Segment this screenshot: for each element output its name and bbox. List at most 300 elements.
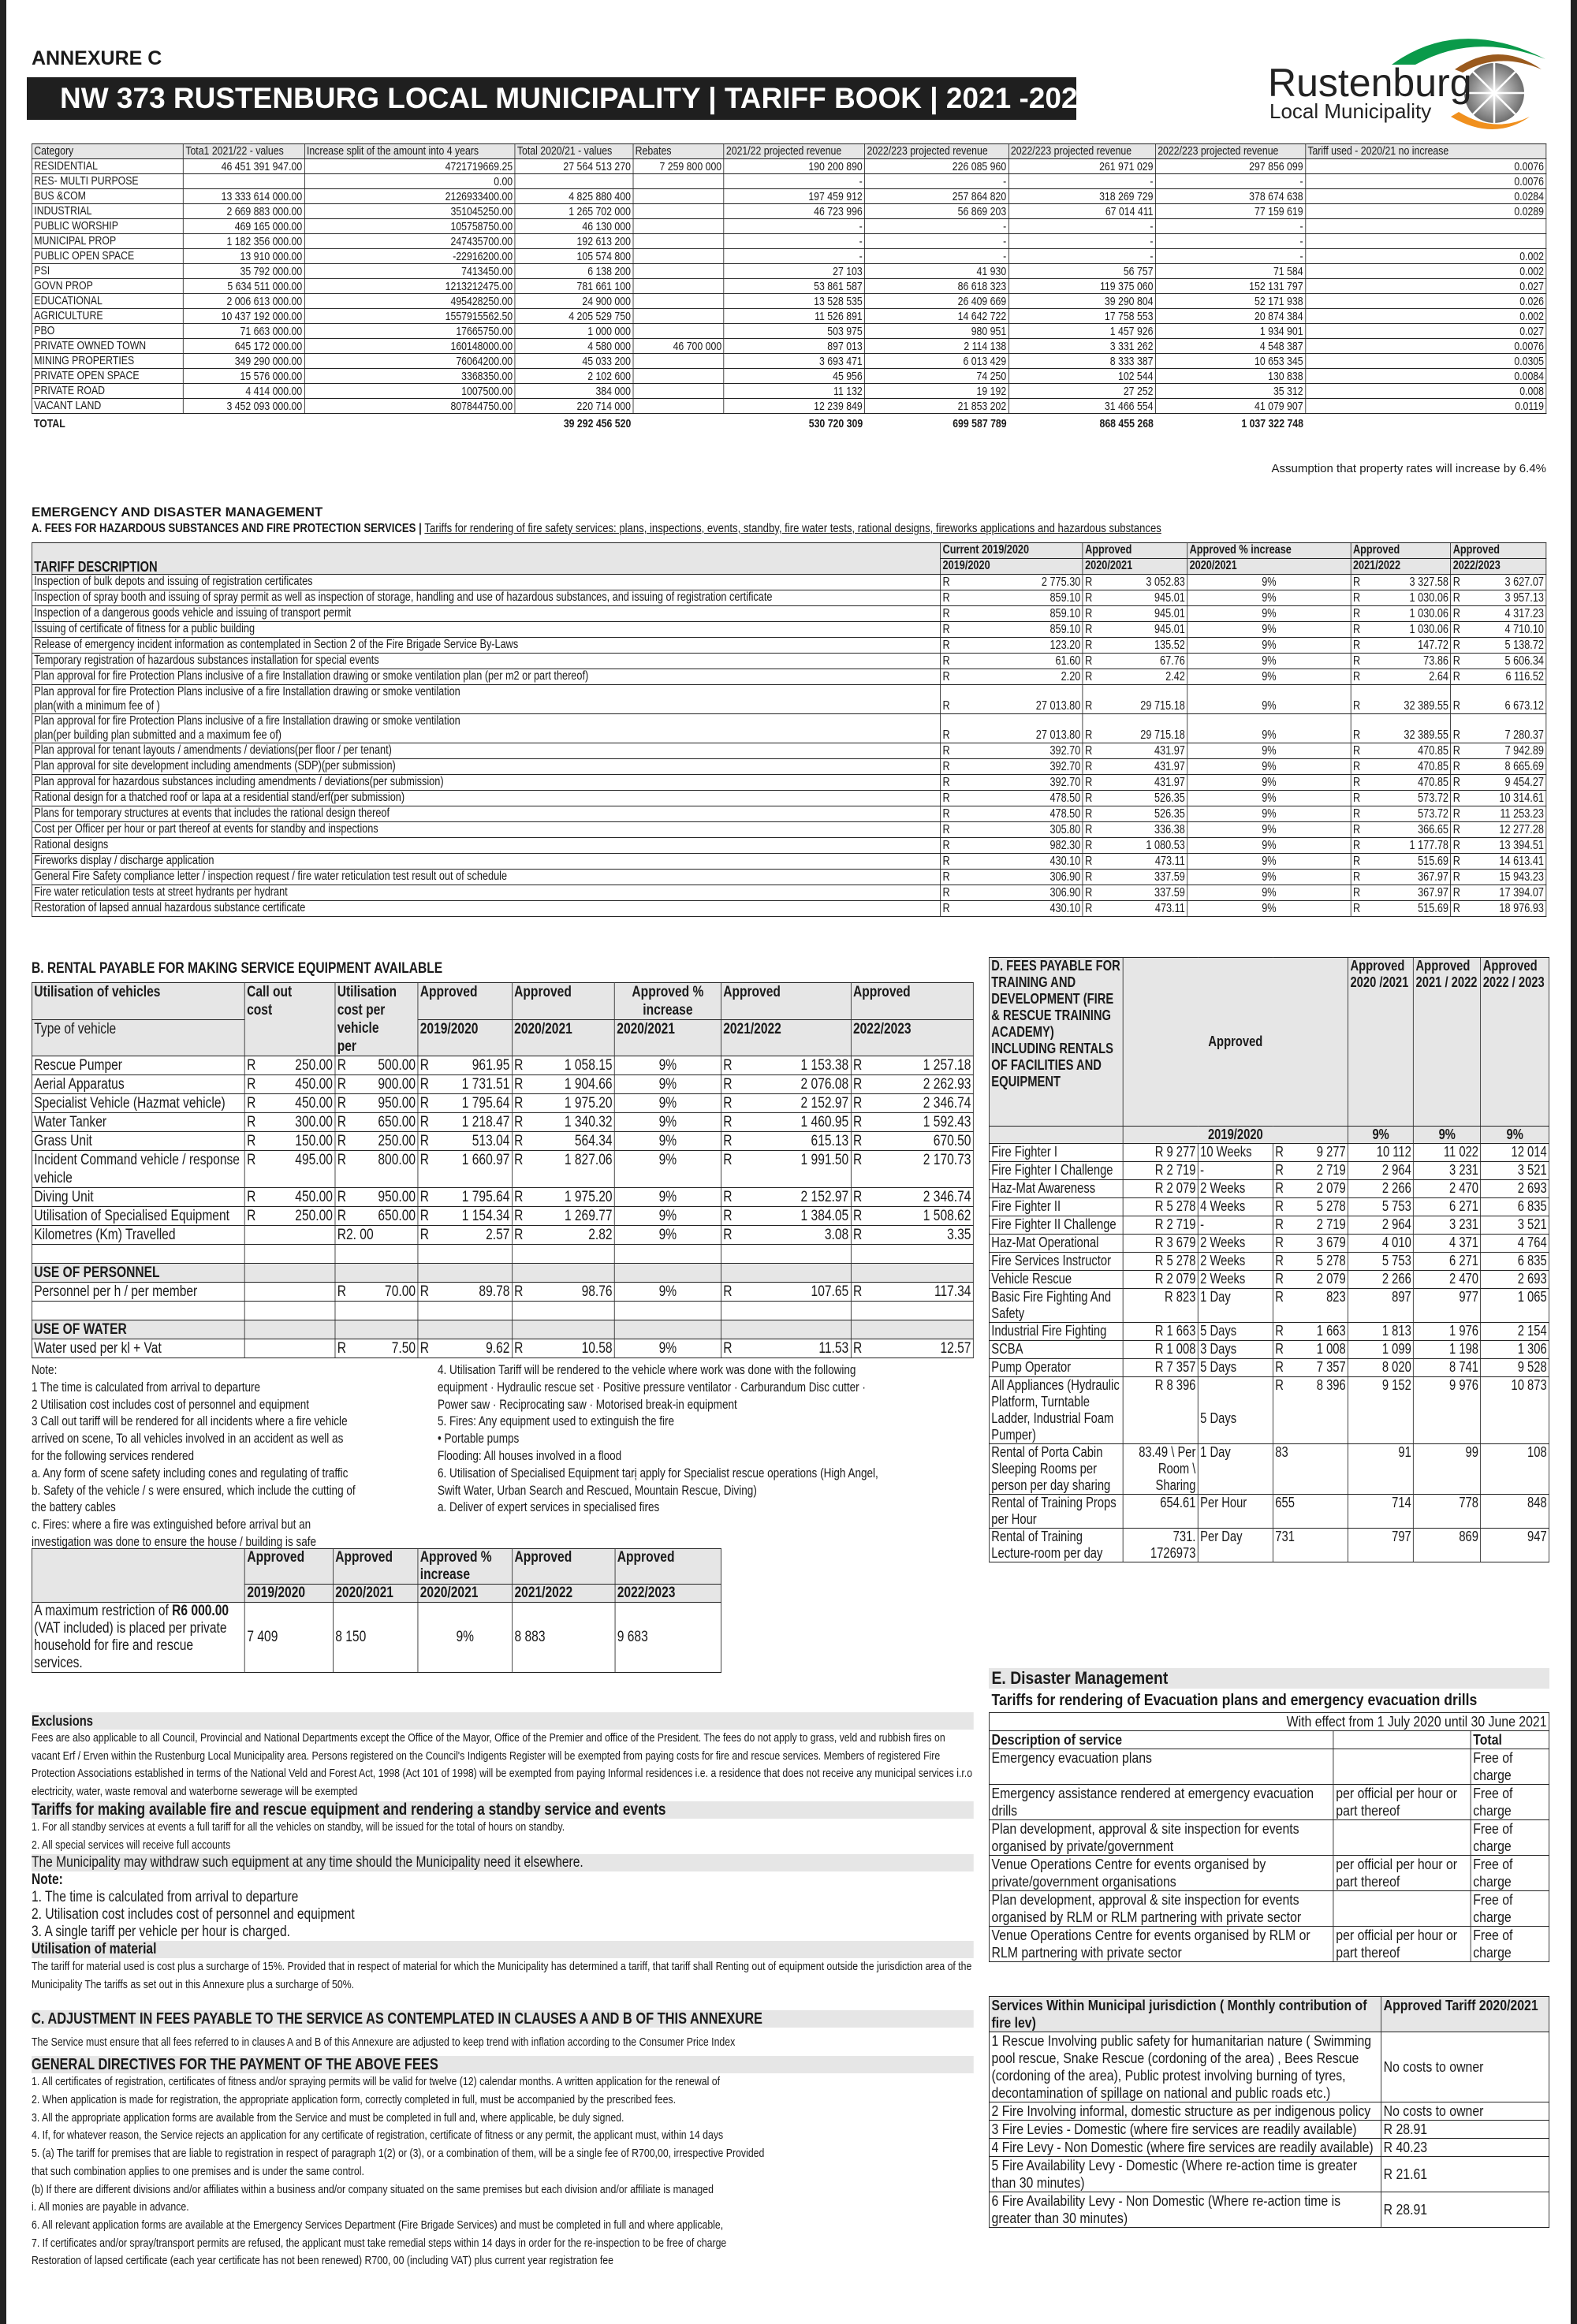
directive-item: 1. All certificates of registration, certificates of fitness and/or spraying permits will be valid for twelve (12) calendar months. A written application for the renewal of <box>32 2075 721 2089</box>
table-cell: 226 085 960 <box>865 159 1008 174</box>
standby-item: 2. All special services will receive full accounts <box>32 1838 231 1852</box>
table-cell: Vehicle Rescue <box>989 1271 1123 1289</box>
table-cell: - <box>724 249 865 264</box>
amount: 2 170.73 <box>923 1152 971 1168</box>
table-cell: 1557915562.50 <box>304 309 515 324</box>
currency-symbol: R <box>1352 870 1361 884</box>
table-cell: 4 205 529 750 <box>515 309 633 324</box>
table-cell <box>1351 775 1451 791</box>
table-cell: - <box>1198 1216 1273 1235</box>
table-cell: 190 200 890 <box>724 159 865 174</box>
table-cell <box>1351 870 1451 885</box>
note-line: Note: <box>32 1363 58 1377</box>
amount: 2 076.08 <box>800 1076 849 1093</box>
table-cell: 91 <box>1348 1444 1414 1495</box>
amount: 3 679 <box>1316 1235 1346 1250</box>
table-row <box>32 159 1545 174</box>
table-cell: 12 239 849 <box>724 399 865 414</box>
amount: 945.01 <box>1154 591 1185 605</box>
amount: 3 052.83 <box>1146 575 1185 589</box>
table-cell: Inspection of bulk depots and issuing of registration certificates <box>32 575 940 590</box>
table-cell <box>335 1151 418 1188</box>
table-row <box>32 685 1545 714</box>
currency-symbol: R <box>1275 1289 1284 1305</box>
table-cell <box>418 1056 512 1075</box>
amount: 1 154.34 <box>461 1208 510 1224</box>
currency-symbol: R <box>1352 744 1361 758</box>
table-row <box>32 1094 973 1113</box>
amount: 513.04 <box>472 1133 510 1149</box>
amount: 450.00 <box>295 1189 333 1205</box>
amount: 5 278 <box>1316 1198 1346 1214</box>
currency-symbol: R <box>419 1208 430 1224</box>
currency-symbol: R <box>1452 823 1460 836</box>
increase-header: 9% <box>1414 1127 1481 1144</box>
table-cell: 4 Weeks <box>1198 1198 1273 1216</box>
table-cell: R 2 079 <box>1123 1180 1198 1198</box>
table-cell <box>941 714 1083 743</box>
currency-symbol: R <box>942 807 950 821</box>
currency-symbol: R <box>852 1283 863 1300</box>
value-cell: 9% <box>418 1603 513 1673</box>
header-cell: 2021/2022 <box>513 1585 615 1603</box>
table-cell: Plan approval for fire Protection Plans inclusive of a fire Installation drawing or smoke ventilation plan(with a minimum fee of ) <box>32 685 940 714</box>
table-cell <box>633 294 724 309</box>
currency-symbol: R <box>1452 886 1460 899</box>
text: A maximum restriction of <box>34 1603 173 1619</box>
table-cell: 9% <box>1187 669 1351 685</box>
table-cell: 9% <box>614 1075 721 1094</box>
table-cell <box>1351 759 1451 775</box>
amount: 3.08 <box>824 1227 849 1243</box>
table-cell <box>941 854 1083 870</box>
table-cell: 35 792 000.00 <box>183 264 304 279</box>
table-cell <box>1451 606 1546 622</box>
table-cell: Free of charge <box>1471 1820 1549 1856</box>
currency-symbol: R <box>514 1133 524 1149</box>
currency-symbol: R <box>1452 855 1460 868</box>
table-cell <box>1351 622 1451 638</box>
amount: 9 454.27 <box>1504 776 1544 789</box>
table-cell: 9% <box>614 1113 721 1132</box>
amount: 500.00 <box>378 1057 416 1074</box>
table-cell: 152 131 797 <box>1155 279 1305 294</box>
table-cell: 2 693 <box>1481 1180 1549 1198</box>
table-cell: 1007500.00 <box>304 384 515 399</box>
table-cell: 71 584 <box>1155 264 1305 279</box>
table-header-row <box>32 543 1545 559</box>
table-cell: 977 <box>1414 1289 1481 1323</box>
amount: 2 346.74 <box>923 1095 971 1112</box>
table-cell: Release of emergency incident information as contemplated in Section 2 of the Fire Brigade Service By-Laws <box>32 638 940 654</box>
amount: 9.62 <box>486 1340 510 1357</box>
header-cell: 2022/223 projected revenue <box>865 144 1008 159</box>
currency-symbol: R <box>1085 807 1093 821</box>
table-cell <box>721 1056 851 1075</box>
currency-symbol: R <box>1352 699 1361 713</box>
amount: 1 663 <box>1316 1323 1346 1339</box>
table-cell: 947 <box>1481 1529 1549 1562</box>
table-row <box>32 399 1545 414</box>
table-cell: 654.61 <box>1123 1495 1198 1529</box>
table-cell: 8 333 387 <box>1008 354 1155 369</box>
table-cell <box>1083 685 1187 714</box>
table-cell: 27 252 <box>1008 384 1155 399</box>
directive-item: 3. All the appropriate application forms are available from the Service and must be completed in full and, where applicable, be duly signed. <box>32 2110 624 2125</box>
amount: 650.00 <box>378 1114 416 1130</box>
note-heading: Note: <box>32 1871 63 1889</box>
table-cell: 9% <box>1187 791 1351 806</box>
header-cell: 2021/2022 <box>721 1020 851 1056</box>
table-cell <box>851 1094 973 1113</box>
table-cell: Issuing of certificate of fitness for a public building <box>32 622 940 638</box>
approved-header: Approved <box>1123 958 1348 1127</box>
table-cell <box>721 1113 851 1132</box>
currency-symbol: R <box>942 654 950 668</box>
amount: 1 080.53 <box>1146 839 1185 852</box>
table-cell <box>1451 590 1546 606</box>
table-cell: 980 951 <box>865 324 1008 339</box>
table-cell: 9 152 <box>1348 1377 1414 1444</box>
table-cell: 897 013 <box>724 339 865 354</box>
currency-symbol: R <box>337 1095 346 1112</box>
currency-symbol: R <box>1085 623 1093 636</box>
note-line: 4. Utilisation Tariff will be rendered to the vehicle where work was done with the following <box>438 1363 856 1377</box>
table-row <box>32 901 1545 917</box>
table-cell: Rental of Training Lecture-room per day <box>989 1529 1123 1562</box>
table-cell <box>633 354 724 369</box>
table-row <box>989 1144 1549 1162</box>
currency-symbol: R <box>419 1076 430 1093</box>
directive-item: 2. When application is made for registration, the appropriate application form, correctly completed in full, must be accompanied by the prescribed fees. <box>32 2093 677 2107</box>
annexure-label: ANNEXURE C <box>32 47 162 69</box>
currency-symbol: R <box>247 1076 256 1093</box>
note-line: 1 The time is calculated from arrival to departure <box>32 1380 261 1395</box>
table-cell: 807844750.00 <box>304 399 515 414</box>
header-cell: 2021/2022 <box>1351 559 1451 575</box>
municipality-logo <box>1262 24 1553 134</box>
table-cell: PUBLIC OPEN SPACE <box>32 249 183 264</box>
table-cell: 9% <box>614 1188 721 1207</box>
header-cell: Approved 2022 / 2023 <box>1481 958 1549 1127</box>
table-cell: PRIVATE OWNED TOWN <box>32 339 183 354</box>
rental-notes <box>32 1362 974 1548</box>
table-cell: 3 521 <box>1481 1162 1549 1180</box>
table-cell: 20 874 384 <box>1155 309 1305 324</box>
currency-symbol: R <box>1085 699 1093 713</box>
table-cell <box>633 249 724 264</box>
currency-symbol: R <box>1275 1323 1284 1339</box>
table-cell <box>1305 219 1545 234</box>
currency-symbol: R <box>1452 575 1460 589</box>
table-cell: 7413450.00 <box>304 264 515 279</box>
table-cell <box>183 174 304 189</box>
table-cell: R 5 278 <box>1123 1253 1198 1271</box>
amount: 650.00 <box>378 1208 416 1224</box>
table-cell: - <box>1155 234 1305 249</box>
table-cell: Rational designs <box>32 838 940 854</box>
table-cell: 1 306 <box>1481 1341 1549 1359</box>
header-cell: Approved <box>1351 543 1451 559</box>
amount: 61.60 <box>1055 654 1081 668</box>
currency-symbol: R <box>1452 870 1460 884</box>
amount: 8 665.69 <box>1504 760 1544 773</box>
directive-item: that such combination applies to one premises and is under the same control. <box>32 2164 364 2178</box>
table-row <box>32 759 1545 775</box>
table-cell <box>1083 654 1187 669</box>
amount: 945.01 <box>1154 623 1185 636</box>
table-cell: 6 138 200 <box>515 264 633 279</box>
table-cell: 0.002 <box>1305 249 1545 264</box>
table-cell: 17 758 553 <box>1008 309 1155 324</box>
currency-symbol: R <box>1352 607 1361 620</box>
table-cell: R 28.91 <box>1381 2121 1549 2139</box>
table-cell <box>941 806 1083 822</box>
currency-symbol: R <box>514 1114 524 1130</box>
amount: 12.57 <box>940 1340 971 1357</box>
amount: 14 613.41 <box>1499 855 1544 868</box>
amount: 859.10 <box>1049 607 1081 620</box>
call-out-header: Call out cost <box>244 983 335 1056</box>
table-row <box>989 2121 1549 2139</box>
table-cell <box>244 1132 335 1151</box>
table-cell: Haz-Mat Operational <box>989 1235 1123 1253</box>
amount: 3.35 <box>947 1227 971 1243</box>
table-cell <box>335 1113 418 1132</box>
amount: 2 079 <box>1316 1271 1346 1287</box>
table-header-row <box>989 958 1549 1127</box>
table-cell: 77 159 619 <box>1155 204 1305 219</box>
currency-symbol: R <box>1352 728 1361 742</box>
amount: 27 013.80 <box>1035 699 1081 713</box>
amount: 10 314.61 <box>1499 791 1544 805</box>
table-cell <box>941 743 1083 759</box>
currency-symbol: R <box>1275 1253 1284 1268</box>
table-cell <box>941 838 1083 854</box>
table-cell: PUBLIC WORSHIP <box>32 219 183 234</box>
table-cell: 3 Days <box>1198 1341 1273 1359</box>
table-cell <box>1305 414 1545 432</box>
table-cell: 192 613 200 <box>515 234 633 249</box>
total-header: Total <box>1471 1731 1549 1749</box>
table-cell: R 21.61 <box>1381 2157 1549 2192</box>
currency-symbol: R <box>942 607 950 620</box>
note-item: 2. Utilisation cost includes cost of personnel and equipment <box>32 1906 355 1924</box>
directive-item: 5. (a) The tariff for premises that are liable to registration in respect of paragraph 1(2) or (3), or a combination of them, will be a single fee of R700,00, irrespective Provided <box>32 2147 765 2161</box>
table-row <box>32 264 1545 279</box>
table-cell: R2. 00 <box>335 1226 418 1245</box>
amount: 366.65 <box>1418 823 1448 836</box>
table-row <box>32 885 1545 901</box>
table-cell: 1 000 000 <box>515 324 633 339</box>
table-cell: 1 037 322 748 <box>1241 417 1303 430</box>
table-cell: 655 <box>1273 1495 1348 1529</box>
table-cell: - <box>724 219 865 234</box>
table-cell: 2 669 883 000.00 <box>183 204 304 219</box>
table-cell: Rental of Training Props per Hour <box>989 1495 1123 1529</box>
table-cell <box>941 685 1083 714</box>
header-cell: Approved <box>245 1549 334 1585</box>
table-row <box>32 870 1545 885</box>
table-cell <box>1451 806 1546 822</box>
table-row <box>989 2139 1549 2157</box>
table-cell <box>1305 234 1545 249</box>
amount: 1 008 <box>1316 1341 1346 1357</box>
amount: 823 <box>1326 1289 1346 1305</box>
currency-symbol: R <box>419 1340 430 1357</box>
table-cell: Restoration of lapsed annual hazardous substance certificate <box>32 901 940 917</box>
currency-symbol: R <box>337 1283 346 1300</box>
currency-symbol: R <box>1452 654 1460 668</box>
table-row <box>989 1495 1549 1529</box>
table-cell <box>1351 669 1451 685</box>
table-cell: Fire Fighter II Challenge <box>989 1216 1123 1235</box>
table-cell <box>633 309 724 324</box>
table-row <box>989 1323 1549 1341</box>
currency-symbol: R <box>942 855 950 868</box>
amount: 1 384.05 <box>800 1208 849 1224</box>
amount: 1 340.32 <box>564 1114 613 1130</box>
table-cell: Plan approval for hazardous substances including amendments / deviations(per submission) <box>32 775 940 791</box>
amount: 1 177.78 <box>1409 839 1448 852</box>
table-cell: Rational design for a thatched roof or lapa at a residential stand/erf(per submission) <box>32 791 940 806</box>
note-line: c. Fires: where a fire was extinguished before arrival but an <box>32 1518 311 1533</box>
header-cell: Approved 2021 / 2022 <box>1414 958 1481 1127</box>
amount: 392.70 <box>1049 760 1081 773</box>
table-cell: 495428250.00 <box>304 294 515 309</box>
amount: 73.86 <box>1423 654 1448 668</box>
table-cell <box>633 204 724 219</box>
table-cell: 5 753 <box>1348 1198 1414 1216</box>
amount: 250.00 <box>378 1133 416 1149</box>
amount: 1 030.06 <box>1409 591 1448 605</box>
exclusions-section <box>32 1712 974 2270</box>
table-cell: 102 544 <box>1008 369 1155 384</box>
section-c-text: The Service must ensure that all fees referred to in clauses A and B of this Annexure are adjusted to keep trend with inflation according to the Consumer Price Index <box>32 2035 736 2049</box>
table-cell <box>244 1075 335 1094</box>
table-cell: 13 528 535 <box>724 294 865 309</box>
currency-symbol: R <box>942 870 950 884</box>
table-cell <box>721 1226 851 1245</box>
table-cell <box>418 1151 512 1188</box>
table-cell <box>1083 622 1187 638</box>
services-header: Services Within Municipal jurisdiction ( Monthly contribution of fire lev) <box>989 1997 1381 2032</box>
table-row <box>989 1341 1549 1359</box>
amount: 6 116.52 <box>1505 670 1544 683</box>
table-cell: 41 079 907 <box>1155 399 1305 414</box>
currency-symbol: R <box>1352 670 1361 683</box>
table-cell <box>1451 638 1546 654</box>
table-cell <box>244 1056 335 1075</box>
table-cell: per official per hour or part thereof <box>1333 1856 1471 1891</box>
note-line: Flooding: All houses involved in a flood <box>438 1448 622 1463</box>
personnel-heading: USE OF PERSONNEL <box>32 1264 244 1283</box>
header-cell: 2020/2021 <box>1083 559 1187 575</box>
table-header-row <box>32 983 973 1020</box>
table-cell: 83.49 \ Per Room \ Sharing <box>1123 1444 1198 1495</box>
table-cell <box>1273 1359 1348 1377</box>
currency-symbol: R <box>419 1189 430 1205</box>
header-cell: Approved <box>513 1549 615 1585</box>
table-header-row <box>32 1549 721 1585</box>
currency-symbol: R <box>1085 591 1093 605</box>
table-cell: 7 259 800 000 <box>633 159 724 174</box>
approved-tariff-header: Approved Tariff 2020/2021 <box>1381 1997 1549 2032</box>
value-cell: 7 409 <box>245 1603 334 1673</box>
currency-symbol: R <box>1452 776 1460 789</box>
table-cell: R 8 396 <box>1123 1377 1198 1444</box>
type-of-vehicle-header: Type of vehicle <box>32 1020 244 1056</box>
table-cell: 4 548 387 <box>1155 339 1305 354</box>
table-cell <box>1351 838 1451 854</box>
table-cell: 4 Fire Levy - Non Domestic (where fire services are readily available) <box>989 2139 1381 2157</box>
table-row <box>989 1785 1549 1820</box>
header-cell: 2022/2023 <box>851 1020 973 1056</box>
table-cell <box>1451 870 1546 885</box>
table-cell: 257 864 820 <box>865 189 1008 204</box>
amount: 1 975.20 <box>564 1189 613 1205</box>
table-cell: - <box>865 219 1008 234</box>
table-cell: R 1 663 <box>1123 1323 1198 1341</box>
table-cell <box>1083 806 1187 822</box>
table-cell: 0.0119 <box>1305 399 1545 414</box>
header-cell: Approved <box>333 1549 418 1585</box>
table-cell: 220 714 000 <box>515 399 633 414</box>
amount: 89.78 <box>479 1283 510 1300</box>
currency-symbol: R <box>942 744 950 758</box>
currency-symbol: R <box>723 1133 733 1149</box>
table-row <box>989 1162 1549 1180</box>
table-cell: Plan approval for fire Protection Plans inclusive of a fire Installation drawing or smoke ventilation plan(per building plan submitted and a maximum fee of) <box>32 714 940 743</box>
exclusions-text: Fees are also applicable to all Council, Provincial and National Departments except the Office of the Mayor, Office of the Premier and office of the President. The fees do not apply to grass, veld and rubbish fires on vacant Erf / Erven within the Rustenburg Local Municipality area. Persons registered on the Council's Indigents Register will be exempted from paying costs for fire and rescue services. Members of registered Fire Protection Associations established in terms of the National Veld and Forest Act, 1998 (Act 101 of 1998) will be exempted from paying Informal residences i.e. a residence that does not receive any municipal services i.r.o electricity, water, waste removal and waterborne sewerage will be exempted <box>32 1731 973 1799</box>
table-cell <box>941 822 1083 838</box>
table-cell: 3 Fire Levies - Domestic (where fire services are readily available) <box>989 2121 1381 2139</box>
note-item: 1. The time is calculated from arrival to departure <box>32 1889 299 1906</box>
table-cell: R 2 719 <box>1123 1162 1198 1180</box>
table-cell: 0.027 <box>1305 279 1545 294</box>
amount: 1 795.64 <box>461 1095 510 1112</box>
table-cell: SCBA <box>989 1341 1123 1359</box>
table-cell: 13 910 000.00 <box>183 249 304 264</box>
table-cell <box>244 1094 335 1113</box>
table-cell <box>1451 775 1546 791</box>
table-cell: 4 825 880 400 <box>515 189 633 204</box>
table-cell: PRIVATE OPEN SPACE <box>32 369 183 384</box>
table-cell <box>1083 638 1187 654</box>
table-row <box>32 324 1545 339</box>
table-cell <box>418 1207 512 1226</box>
table-cell: 0.002 <box>1305 264 1545 279</box>
table-row <box>989 1820 1549 1856</box>
table-cell: Personnel per h / per member <box>32 1283 244 1302</box>
currency-symbol: R <box>1452 744 1460 758</box>
table-row <box>32 669 1545 685</box>
note-line: investigation was done to ensure the house / building is safe <box>32 1534 317 1549</box>
table-cell: EDUCATIONAL <box>32 294 183 309</box>
amount: 12 277.28 <box>1499 823 1544 836</box>
table-cell: MUNICIPAL PROP <box>32 234 183 249</box>
currency-symbol: R <box>1452 728 1460 742</box>
amount: 470.85 <box>1418 776 1448 789</box>
amount: 473.11 <box>1154 902 1185 915</box>
table-cell: Fire Fighter II <box>989 1198 1123 1216</box>
note-line: 6. Utilisation of Specialised Equipment tari̦ apply for Specialist rescue operations (High Angel, <box>438 1466 878 1480</box>
table-cell: 868 455 268 <box>1099 417 1154 430</box>
table-cell: 4721719669.25 <box>304 159 515 174</box>
table-cell <box>721 1283 851 1302</box>
amount: 515.69 <box>1418 855 1448 868</box>
note-line: Swift Water, Urban Search and Rescued, Mountain Rescue, Diving) <box>438 1483 757 1498</box>
